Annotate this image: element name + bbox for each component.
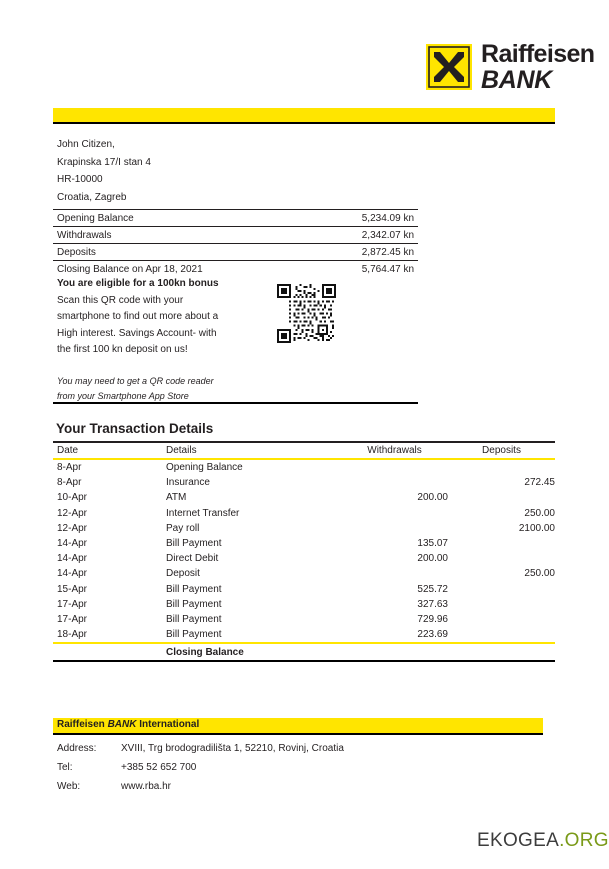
footer-web-value[interactable]: www.rba.hr [121, 781, 172, 792]
cell-details: ATM [166, 492, 187, 504]
footer-contact-block [57, 739, 344, 796]
footer-web-label: Web: [57, 781, 81, 792]
summary-value: 2,872.45 kn [361, 246, 414, 258]
cell-details: Deposit [166, 568, 200, 580]
cell-deposits: 272.45 [524, 477, 555, 489]
footer-web-row [57, 777, 344, 796]
bonus-title: You are eligible for a 100kn bonus [57, 278, 219, 289]
cell-details: Closing Balance [166, 646, 244, 658]
cell-deposits [448, 647, 555, 658]
transactions-table [53, 441, 555, 662]
qr-note-line-2: from your Smartphone App Store [57, 391, 189, 401]
cell-date: 17-Apr [57, 613, 88, 625]
cell-deposits [448, 629, 555, 640]
cell-details: Pay roll [166, 522, 200, 534]
table-row [53, 460, 555, 475]
ekogea-watermark [477, 830, 609, 852]
cell-deposits [448, 553, 555, 564]
customer-address-block [57, 136, 151, 206]
cell-date: 14-Apr [57, 553, 88, 565]
footer-tel-value: +385 52 652 700 [121, 762, 197, 773]
table-row [53, 521, 555, 536]
watermark-tld: .ORG [559, 830, 609, 851]
footer-title-part2: International [136, 719, 200, 730]
summary-label: Withdrawals [57, 229, 112, 241]
cell-withdrawals: 525.72 [417, 583, 448, 595]
cell-details: Bill Payment [166, 629, 222, 641]
footer-address-row [57, 739, 344, 758]
cell-details: Bill Payment [166, 613, 222, 625]
customer-postcode: HR-10000 [57, 174, 103, 186]
table-row [53, 475, 555, 490]
cell-withdrawals [341, 568, 448, 579]
column-header-date: Date [57, 444, 79, 456]
cell-date [53, 647, 166, 658]
customer-name: John Citizen, [57, 139, 115, 150]
cell-date: 14-Apr [57, 538, 88, 550]
cell-withdrawals [341, 523, 448, 534]
bonus-line-1: Scan this QR code with your [57, 294, 184, 306]
cell-deposits [448, 462, 555, 473]
cell-details: Direct Debit [166, 553, 219, 565]
qr-reader-note [57, 374, 214, 404]
footer-title-part1: Raiffeisen [57, 719, 108, 730]
cell-withdrawals [341, 477, 448, 488]
transactions-header-row [53, 443, 555, 458]
cell-date: 15-Apr [57, 583, 88, 595]
logo-word-raiffeisen: Raiffeisen [481, 40, 595, 68]
bonus-line-3: High interest. Savings Account- with [57, 327, 217, 339]
column-header-details: Details [166, 444, 197, 456]
cell-deposits [448, 599, 555, 610]
cell-withdrawals: 327.63 [417, 598, 448, 610]
summary-row [53, 210, 418, 227]
table-row [53, 627, 555, 642]
header-black-rule [53, 122, 555, 124]
cell-withdrawals: 223.69 [417, 629, 448, 641]
table-row [53, 612, 555, 627]
summary-value: 2,342.07 kn [361, 229, 414, 241]
table-row-closing-balance [53, 644, 555, 659]
table-row [53, 551, 555, 566]
raiffeisen-crossed-gables-icon [426, 44, 472, 90]
cell-withdrawals [341, 647, 448, 658]
column-header-deposits: Deposits [482, 444, 521, 456]
footer-tel-label: Tel: [57, 762, 73, 773]
cell-date: 12-Apr [57, 507, 88, 519]
cell-details: Opening Balance [166, 462, 243, 474]
cell-date: 17-Apr [57, 598, 88, 610]
table-row [53, 536, 555, 551]
cell-withdrawals: 729.96 [417, 613, 448, 625]
summary-value: 5,234.09 kn [361, 212, 414, 224]
cell-details: Insurance [166, 477, 210, 489]
cell-deposits [448, 614, 555, 625]
footer-tel-row [57, 758, 344, 777]
cell-details: Bill Payment [166, 583, 222, 595]
cell-date: 8-Apr [57, 462, 82, 474]
qr-note-line-1: You may need to get a QR code reader [57, 376, 214, 386]
cell-deposits: 250.00 [524, 507, 555, 519]
cell-withdrawals: 200.00 [417, 492, 448, 504]
summary-row [53, 244, 418, 261]
cell-date: 8-Apr [57, 477, 82, 489]
table-row [53, 581, 555, 596]
cell-deposits [448, 584, 555, 595]
header-yellow-band [53, 108, 555, 122]
summary-row [53, 227, 418, 244]
cell-date: 18-Apr [57, 629, 88, 641]
bonus-promo-block [57, 276, 272, 359]
bonus-line-4: the first 100 kn deposit on us! [57, 344, 188, 355]
summary-value: 5,764.47 kn [361, 263, 414, 275]
cell-details: Bill Payment [166, 598, 222, 610]
promo-qr-code-icon [277, 284, 336, 343]
table-row [53, 566, 555, 581]
footer-address-value: XVIII, Trg brodogradilišta 1, 52210, Rovinj, Croatia [121, 743, 344, 754]
customer-city: Croatia, Zagreb [57, 191, 127, 203]
table-row [53, 490, 555, 505]
summary-label: Deposits [57, 246, 96, 258]
cell-deposits: 2100.00 [518, 522, 555, 534]
cell-withdrawals [341, 508, 448, 519]
cell-withdrawals: 135.07 [417, 538, 448, 550]
cell-withdrawals: 200.00 [417, 553, 448, 565]
cell-details: Bill Payment [166, 538, 222, 550]
summary-row-closing [53, 261, 418, 277]
logo-wordmark [481, 42, 594, 92]
footer-address-label: Address: [57, 743, 97, 754]
summary-label: Opening Balance [57, 212, 134, 224]
watermark-name: EKOGEA [477, 830, 560, 851]
transactions-heading: Your Transaction Details [56, 421, 214, 436]
footer-title-italic: BANK [107, 719, 137, 730]
cell-details: Internet Transfer [166, 507, 240, 519]
footer-black-rule [53, 733, 543, 735]
table-row [53, 597, 555, 612]
summary-bottom-rule [53, 402, 418, 404]
bonus-line-2: smartphone to find out more about a [57, 311, 219, 322]
cell-deposits [448, 492, 555, 503]
cell-deposits [448, 538, 555, 549]
customer-street: Krapinska 17/I stan 4 [57, 156, 151, 168]
cell-deposits: 250.00 [524, 568, 555, 580]
column-header-withdrawals: Withdrawals [367, 444, 422, 456]
cell-date: 12-Apr [57, 522, 88, 534]
cell-withdrawals [341, 462, 448, 473]
logo-word-bank: BANK [481, 65, 553, 94]
table-row [53, 506, 555, 521]
cell-date: 10-Apr [57, 492, 88, 504]
raiffeisen-bank-logo [426, 42, 594, 92]
balance-summary-table [53, 209, 418, 277]
footer-bank-title [57, 719, 199, 730]
summary-label: Closing Balance on Apr 18, 2021 [57, 263, 203, 275]
transactions-bottom-rule [53, 660, 555, 663]
cell-date: 14-Apr [57, 568, 88, 580]
